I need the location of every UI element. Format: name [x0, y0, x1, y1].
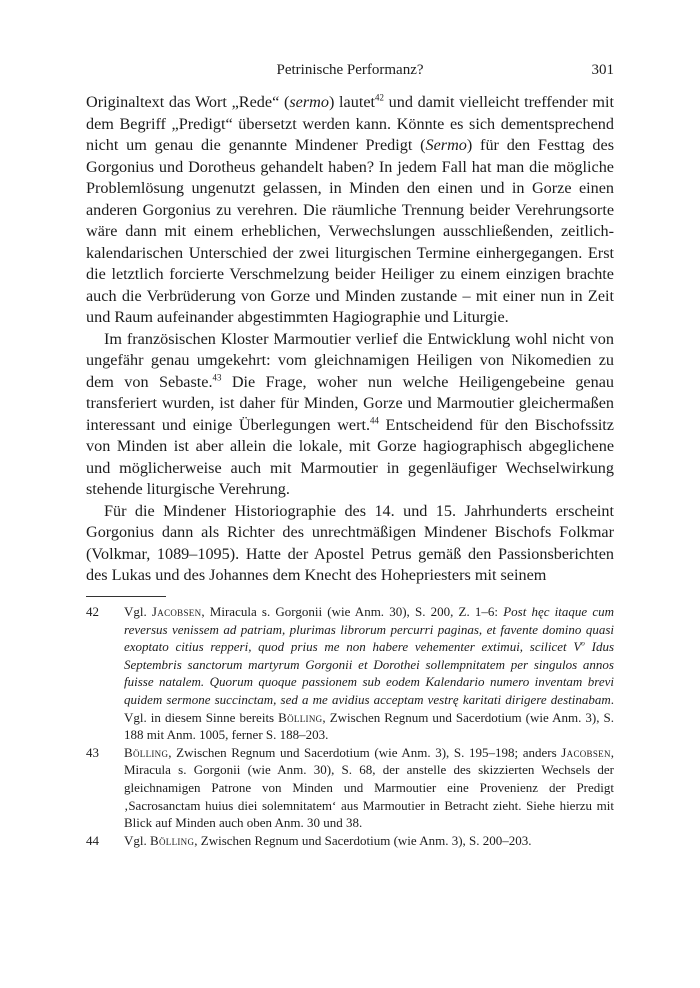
footnote-ref-44[interactable]: 44	[370, 415, 379, 426]
author-name: Bölling	[124, 744, 169, 760]
footnote-separator	[86, 596, 166, 597]
italic-term: sermo	[289, 93, 329, 111]
text-run: . Vgl. in diesem Sinne bereits	[124, 691, 614, 725]
footnote-number: 43	[86, 744, 99, 760]
author-name: Bölling	[278, 709, 323, 725]
text-run: und damit vielleicht treffender mit dem Begriff „Predigt“ übersetzt werden kann. Könnte es sich dementsprechend nicht um genau die genannte Mindener Predigt (	[86, 93, 614, 154]
superscript: o	[581, 639, 585, 648]
latin-quote: Idus Septembris sanctorum martyrum Gorgonii et Dorothei sollempnitatem per singulos annos fuisse natalem. Quorum quoque passionem sub eodem Kalendario numero inventam brevi quidem sermone succinctam, sed a me avidius acceptam vestrę karitati dirigere destinabam	[124, 639, 615, 707]
footnote-42	[86, 603, 614, 744]
footnote-43	[86, 744, 614, 832]
text-run: Vgl.	[124, 604, 152, 619]
footnote-number: 42	[86, 604, 99, 619]
paragraph-2	[86, 329, 614, 501]
text-run: Originaltext das Wort „Rede“ (	[86, 93, 290, 111]
footnote-number: 44	[86, 832, 99, 848]
text-run: , Zwischen Regnum und Sacerdotium (wie Anm. 3), S. 200–203.	[194, 832, 532, 848]
italic-term: Sermo	[425, 136, 467, 154]
text-run: , Zwischen Regnum und Sacerdotium (wie Anm. 3), S. 188 mit Anm. 1005, ferner S. 188–203.	[124, 709, 614, 743]
paragraph-1	[86, 92, 614, 329]
author-name: Bölling	[150, 832, 195, 848]
page-number: 301	[591, 62, 614, 78]
author-name: Jacobsen	[151, 604, 202, 619]
text-run: Entscheidend für den Bischofssitz von Minden ist aber allein die lokale, mit Gorze hagiographisch abgeglichene und möglicherweise auch mit Marmoutier in gegenläufiger Wechselwirkung stehende liturgische Verehrung.	[86, 415, 614, 498]
text-run: Vgl.	[124, 832, 150, 848]
footnote-ref-42[interactable]: 42	[375, 92, 384, 103]
running-title: Petrinische Performanz?	[276, 62, 424, 78]
text-run: , Miracula s. Gorgonii (wie Anm. 30), S. 68, der anstelle des skizzierten Wechsels der gleichnamigen Patrone von Minden und Marmoutier eine Provenienz der Predigt ‚Sacrosanctam huius diei solemnitatem‘ aus Marmoutier in Betracht zieht. Siehe hierzu mit Blick auf Minden auch oben Anm. 30 und 38.	[124, 744, 614, 831]
footnote-ref-43[interactable]: 43	[212, 372, 222, 383]
footnote-44	[86, 832, 614, 850]
body-text	[86, 92, 614, 587]
text-run: ) für den Festtag des Gorgonius und Dorotheus gehandelt haben? In jedem Fall hat man die mögliche Problemlösung ungenutzt gelassen, in Minden den einen und in Gorze einen anderen Gorgonius zu verehren. Die räumliche Trennung beider Verehrungsorte wäre dann mit einem erheblichen, Verwechslungen ausschließenden, zeitlich-kalendarischen Unterschied der zwei liturgischen Termine einhergegangen. Erst die letztlich forcierte Verschmelzung beider Heiliger zu einem einzigen brachte auch die Verbrüderung von Gorze und Minden zustande – mit einer nun in Zeit und Raum aufeinander abgestimmten Hagiographie und Liturgie.	[86, 136, 614, 326]
text-run: Die Frage, woher nun welche Heiligengebeine genau transferiert wurden, ist daher für Minden, Gorze und Marmoutier gleichermaßen interessant und einige Überlegungen wert.	[86, 372, 614, 434]
latin-quote: Post hęc itaque cum reversus venissem ad patriam, plurimas librorum percurri paginas, et favente domino quasi exoptato citius repperi, quod prius me non habere vehementer extimui, scilicet V	[124, 604, 614, 655]
paragraph-3: Für die Mindener Historiographie des 14. und 15. Jahrhunderts erscheint Gorgonius dann als Richter des unrechtmäßigen Mindener Bischofs Folkmar (Volkmar, 1089–1095). Hatte der Apostel Petrus gemäß den Passionsberichten des Lukas und des Johannes dem Knecht des Hohepriesters mit seinem	[86, 501, 614, 584]
text-run: Im französischen Kloster Marmoutier verlief die Entwicklung wohl nicht von ungefähr genau umgekehrt: vom gleichnamigen Heiligen von Nikomedien zu dem von Sebaste.	[86, 329, 614, 391]
author-name: Jacobsen	[561, 744, 611, 760]
footnotes	[86, 603, 614, 849]
text-run: ) lautet	[328, 93, 376, 111]
text-run: , Miracula s. Gorgonii (wie Anm. 30), S. 200, Z. 1–6:	[201, 604, 504, 619]
text-run: , Zwischen Regnum und Sacerdotium (wie Anm. 3), S. 195–198; anders	[168, 744, 562, 760]
